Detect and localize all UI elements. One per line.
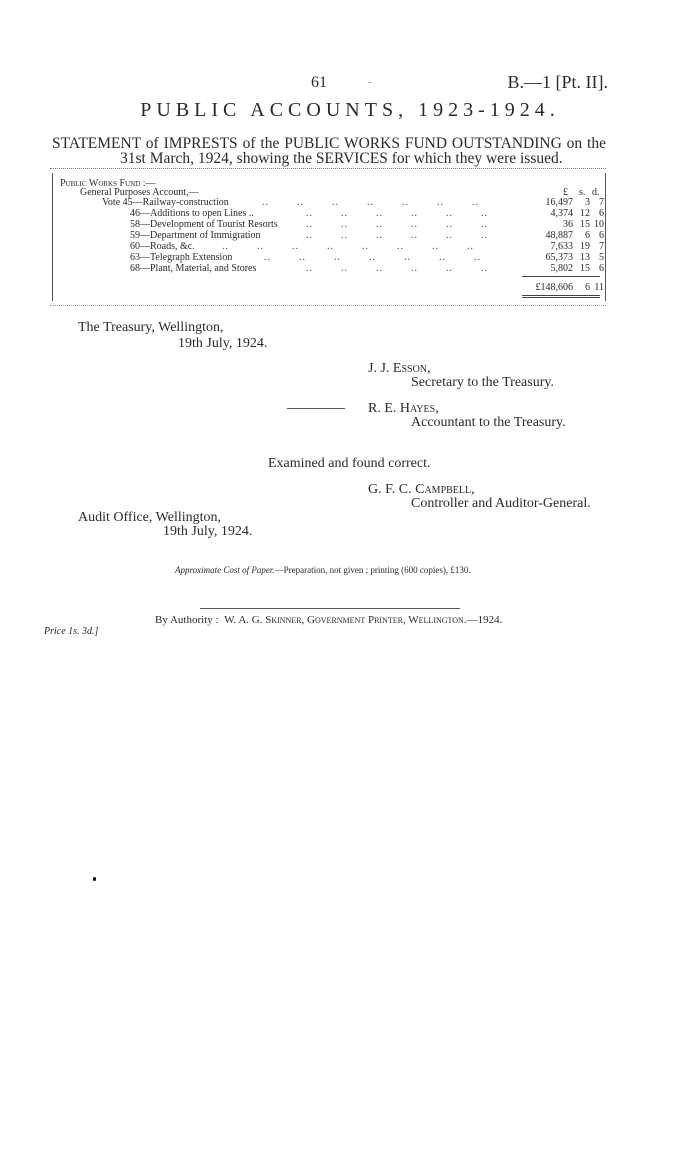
row-shillings: 12 bbox=[580, 208, 590, 219]
authority-prefix: By Authority : bbox=[155, 614, 219, 626]
dot-leaders: .. .. .. .. .. .. bbox=[306, 219, 488, 230]
table-top-rule bbox=[50, 168, 606, 169]
dot-leaders: .. .. .. .. .. .. .. bbox=[262, 197, 479, 208]
table-bottom-rule bbox=[50, 305, 606, 306]
dot-leaders: .. .. .. .. .. .. .. .. bbox=[222, 241, 474, 252]
table-row bbox=[0, 252, 700, 263]
dot-leaders: .. .. .. .. .. .. bbox=[306, 208, 488, 219]
total-pence: 11 bbox=[594, 282, 604, 293]
printer-imprint bbox=[155, 614, 502, 626]
total-double-rule bbox=[522, 295, 600, 296]
row-pence: 7 bbox=[599, 241, 604, 252]
cost-note-label: Approximate Cost of Paper. bbox=[175, 565, 275, 575]
row-label: 58—Development of Tourist Resorts bbox=[130, 219, 278, 230]
row-shillings: 15 bbox=[580, 263, 590, 274]
row-pounds: 48,887 bbox=[545, 230, 573, 241]
table-row bbox=[0, 219, 700, 230]
total-double-rule bbox=[522, 297, 600, 298]
footer-rule bbox=[200, 608, 460, 609]
page-title: PUBLIC ACCOUNTS, 1923-1924. bbox=[140, 99, 560, 121]
row-label: 59—Department of Immigration bbox=[130, 230, 261, 241]
row-label: Vote 45—Railway-construction bbox=[102, 197, 229, 208]
row-pounds: 36 bbox=[563, 219, 573, 230]
treasury-date: 19th July, 1924. bbox=[178, 336, 268, 351]
statement-line-2: 31st March, 1924, showing the SERVICES for which they were issued. bbox=[120, 150, 563, 167]
row-pence: 10 bbox=[594, 219, 604, 230]
row-label: 46—Additions to open Lines .. bbox=[130, 208, 254, 219]
auditor-name: G. F. C. Campbell, bbox=[368, 482, 475, 497]
scan-speck bbox=[93, 877, 96, 881]
header-dash-mark: - bbox=[368, 76, 372, 88]
page-number: 61 bbox=[311, 74, 327, 91]
row-shillings: 15 bbox=[580, 219, 590, 230]
total-pounds: £148,606 bbox=[535, 282, 573, 293]
cost-note-text: —Preparation, not given ; printing (600 copies), £130. bbox=[274, 565, 471, 575]
row-pounds: 65,373 bbox=[545, 252, 573, 263]
audit-office-date: 19th July, 1924. bbox=[163, 524, 253, 539]
examined-note: Examined and found correct. bbox=[268, 456, 431, 471]
shillings-header: s. bbox=[579, 187, 586, 198]
row-pence: 5 bbox=[599, 252, 604, 263]
table-row bbox=[0, 197, 700, 208]
pounds-header: £ bbox=[563, 187, 568, 198]
signatory-name: R. E. Hayes, bbox=[368, 401, 439, 416]
dot-leaders: .. .. .. .. .. .. .. bbox=[264, 252, 481, 263]
signatory-title: Secretary to the Treasury. bbox=[411, 375, 554, 390]
audit-office-place: Audit Office, Wellington, bbox=[78, 510, 222, 525]
row-pence: 7 bbox=[599, 197, 604, 208]
statement-line-1: STATEMENT of IMPRESTS of the PUBLIC WORKS FUND OUTSTANDING on the bbox=[52, 135, 606, 152]
row-pounds: 4,374 bbox=[550, 208, 573, 219]
row-shillings: 13 bbox=[580, 252, 590, 263]
row-pence: 6 bbox=[599, 263, 604, 274]
table-row bbox=[0, 241, 700, 252]
row-pounds: 5,802 bbox=[550, 263, 573, 274]
table-row bbox=[0, 263, 700, 274]
price-note: Price 1s. 3d.] bbox=[44, 626, 99, 637]
fund-heading: Public Works Fund :— bbox=[60, 178, 156, 189]
dot-leaders: .. .. .. .. .. .. bbox=[306, 263, 488, 274]
row-pence: 6 bbox=[599, 208, 604, 219]
table-row bbox=[0, 208, 700, 219]
total-shillings: 6 bbox=[585, 282, 590, 293]
document-reference: B.—1 [Pt. II]. bbox=[507, 72, 608, 92]
row-shillings: 3 bbox=[585, 197, 590, 208]
row-pounds: 16,497 bbox=[545, 197, 573, 208]
sum-rule bbox=[522, 276, 600, 277]
row-pence: 6 bbox=[599, 230, 604, 241]
treasury-place: The Treasury, Wellington, bbox=[78, 320, 224, 335]
row-label: 63—Telegraph Extension bbox=[130, 252, 233, 263]
authority-text: W. A. G. Skinner, Government Printer, Wellington.—1924. bbox=[224, 614, 503, 626]
row-label: 68—Plant, Material, and Stores bbox=[130, 263, 257, 274]
pence-header: d. bbox=[592, 187, 600, 198]
signatory-title: Accountant to the Treasury. bbox=[411, 415, 566, 430]
table-row bbox=[0, 230, 700, 241]
row-label: 60—Roads, &c. bbox=[130, 241, 195, 252]
signatory-name: J. J. Esson, bbox=[368, 361, 431, 376]
row-pounds: 7,633 bbox=[550, 241, 573, 252]
dot-leaders: .. .. .. .. .. .. bbox=[306, 230, 488, 241]
cost-note bbox=[175, 565, 471, 575]
auditor-title: Controller and Auditor-General. bbox=[411, 496, 591, 511]
section-divider bbox=[287, 408, 345, 409]
account-heading: General Purposes Account,— bbox=[80, 187, 199, 198]
row-shillings: 6 bbox=[585, 230, 590, 241]
row-shillings: 19 bbox=[580, 241, 590, 252]
